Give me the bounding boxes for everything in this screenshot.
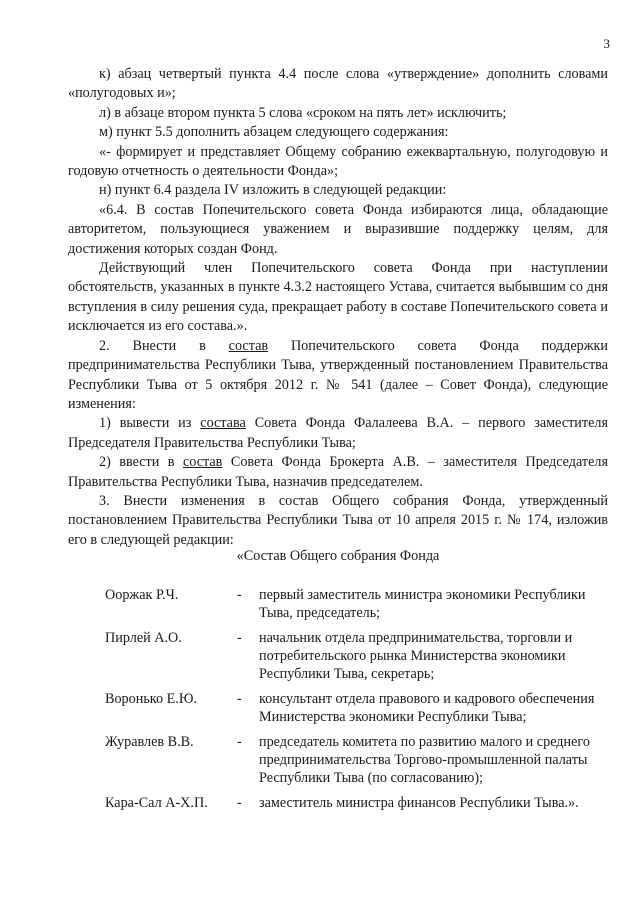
section-2-item-1-post: Совета Фонда Фалалеева В.А. – первого заместителя Председателя Правительства Республики Тыва; — [68, 415, 609, 451]
section-2-pre: 2. Внести в — [99, 337, 206, 354]
member-row — [105, 586, 615, 622]
composition-title: «Состав Общего собрания Фонда — [236, 548, 440, 564]
member-dash: - — [237, 734, 242, 750]
member-row — [105, 733, 615, 787]
item-m: м) пункт 5.5 дополнить абзацем следующего содержания: — [99, 124, 449, 141]
item-m-quote: «- формирует и представляет Общему собранию ежеквартальную, полугодовую и годовую отчетность о деятельности Фонда»; — [68, 143, 608, 180]
section-2-link[interactable]: состав — [228, 337, 269, 354]
member-name: Ооржак Р.Ч. — [105, 587, 179, 603]
member-role: председатель комитета по развитию малого и среднего предпринимательства Торгово-промышленной палаты Республики Тыва (по согласованию); — [259, 734, 590, 786]
section-2-item-1-link[interactable]: состава — [200, 415, 246, 432]
member-row — [105, 794, 615, 812]
member-role: заместитель министра финансов Республики Тыва.». — [259, 795, 579, 811]
member-name: Пирлей А.О. — [105, 630, 182, 646]
member-name: Журавлев В.В. — [105, 734, 194, 750]
section-2 — [68, 337, 608, 415]
item-n-quote-1: «6.4. В состав Попечительского совета Фонда избираются лица, обладающие авторитетом, пользующиеся уважением и выразившие поддержку целям, для достижения которых создан Фонд. — [68, 201, 608, 257]
section-2-item-2-pre: 2) ввести в — [99, 454, 175, 471]
section-2-item-1 — [68, 414, 608, 453]
item-n-quote-2: Действующий член Попечительского совета Фонда при наступлении обстоятельств, указанных в пункте 4.3.2 настоящего Устава, считается выбывшим со дня вступления в силу решения суда, прекращает работу в составе Попечительского совета и исключается из его состава.». — [68, 260, 608, 335]
member-row — [105, 690, 615, 726]
member-dash: - — [237, 795, 242, 811]
member-dash: - — [237, 587, 242, 603]
section-2-item-2 — [68, 453, 608, 492]
item-n: н) пункт 6.4 раздела IV изложить в следующей редакции: — [99, 182, 447, 199]
section-2-item-2-link[interactable]: состав — [182, 454, 223, 471]
amendments-text — [68, 65, 608, 550]
page-number: 3 — [603, 36, 610, 51]
section-2-item-2-post: Совета Фонда Брокерта А.В. – заместителя Председателя Правительства Республики Тыва, назначив председателем. — [68, 454, 609, 490]
member-row — [105, 629, 615, 683]
member-role: начальник отдела предпринимательства, торговли и потребительского рынка Министерства экономики Республики Тыва, секретарь; — [259, 630, 573, 682]
section-2-item-1-pre: 1) вывести из — [99, 415, 192, 432]
member-name: Воронько Е.Ю. — [105, 691, 197, 707]
member-role: консультант отдела правового и кадрового обеспечения Министерства экономики Республики Тыва; — [259, 691, 595, 725]
item-l: л) в абзаце втором пункта 5 слова «сроком на пять лет» исключить; — [99, 104, 507, 121]
members-list — [105, 586, 615, 819]
member-dash: - — [237, 691, 242, 707]
member-role: первый заместитель министра экономики Республики Тыва, председатель; — [259, 587, 586, 621]
section-3: 3. Внести изменения в состав Общего собрания Фонда, утвержденный постановлением Правительства Республики Тыва от 10 апреля 2015 г. № 174, изложив его в следующей редакции: — [68, 492, 608, 548]
section-2-post: Попечительского совета Фонда поддержки предпринимательства Республики Тыва, утвержденный постановлением Правительства Республики Тыва от 5 октября 2012 г. № 541 (далее – Совет Фонда), следующие изменения: — [68, 337, 609, 412]
item-k: к) абзац четвертый пункта 4.4 после слова «утверждение» дополнить словами «полугодовых и»; — [68, 66, 608, 102]
member-dash: - — [237, 630, 242, 646]
member-name: Кара-Сал А-Х.П. — [105, 795, 208, 811]
